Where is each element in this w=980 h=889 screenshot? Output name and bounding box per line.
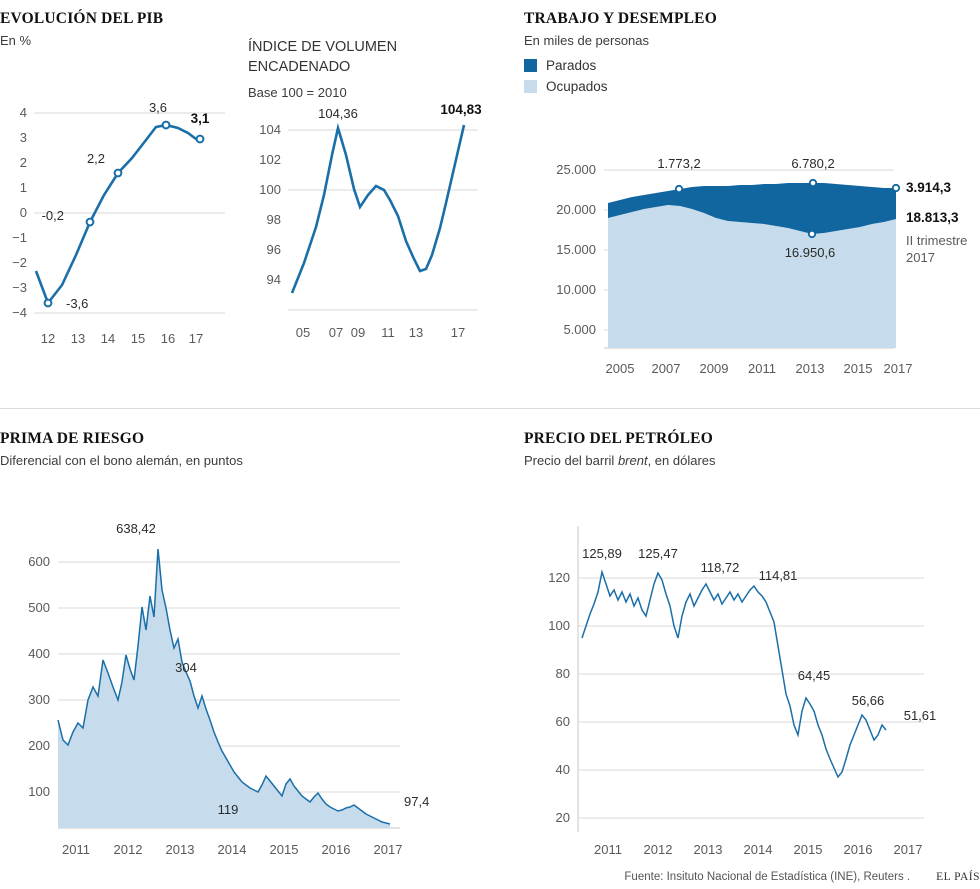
oil-annotation: 125,89 bbox=[582, 546, 622, 561]
svg-text:98: 98 bbox=[266, 212, 281, 227]
panel-employment-title: TRABAJO Y DESEMPLEO bbox=[524, 10, 717, 27]
panel-gdp-subtitle: En % bbox=[0, 33, 32, 48]
index-line bbox=[292, 125, 464, 293]
index-x-ticks bbox=[296, 325, 465, 340]
oil-x-ticks bbox=[594, 842, 922, 857]
svg-text:15.000: 15.000 bbox=[556, 242, 596, 257]
oil-annotation: 114,81 bbox=[758, 568, 798, 583]
svg-text:−3: −3 bbox=[12, 280, 27, 295]
index-annotation: 104,36 bbox=[318, 106, 358, 121]
legend-label-ocupados: Ocupados bbox=[546, 79, 608, 94]
svg-text:100: 100 bbox=[548, 618, 570, 633]
svg-text:2013: 2013 bbox=[795, 361, 825, 376]
svg-text:25.000: 25.000 bbox=[556, 162, 596, 177]
panel-risk bbox=[0, 430, 500, 857]
svg-text:20: 20 bbox=[555, 810, 570, 825]
source-text: Fuente: Insituto Nacional de Estadística (INE), Reuters . bbox=[624, 871, 911, 883]
svg-text:20.000: 20.000 bbox=[556, 202, 596, 217]
employment-note-line2: 2017 bbox=[906, 250, 935, 265]
index-y-ticks bbox=[259, 122, 281, 287]
svg-text:2014: 2014 bbox=[743, 842, 773, 857]
gdp-x-ticks bbox=[41, 331, 203, 346]
employment-annotation: 18.813,3 bbox=[906, 210, 959, 225]
svg-text:2011: 2011 bbox=[594, 842, 622, 857]
svg-text:2012: 2012 bbox=[643, 842, 673, 857]
risk-x-ticks bbox=[62, 842, 402, 857]
employment-annotation: 1.773,2 bbox=[657, 156, 701, 171]
svg-text:2015: 2015 bbox=[269, 842, 299, 857]
risk-annotation: 304 bbox=[175, 660, 197, 675]
svg-text:5.000: 5.000 bbox=[563, 322, 596, 337]
svg-text:2016: 2016 bbox=[321, 842, 351, 857]
svg-text:300: 300 bbox=[28, 692, 50, 707]
employment-point-marker bbox=[809, 231, 815, 237]
svg-text:2017: 2017 bbox=[373, 842, 403, 857]
brand-elpais: EL PAÍS bbox=[936, 871, 980, 883]
panel-index-title-line1: ÍNDICE DE VOLUMEN bbox=[248, 39, 398, 55]
svg-text:600: 600 bbox=[28, 554, 50, 569]
risk-y-ticks bbox=[28, 554, 50, 799]
oil-y-ticks bbox=[548, 570, 570, 825]
legend-label-parados: Parados bbox=[546, 58, 597, 73]
employment-point-marker bbox=[676, 186, 682, 192]
svg-text:0: 0 bbox=[19, 205, 27, 220]
index-chart bbox=[248, 85, 498, 355]
legend-item-ocupados bbox=[524, 79, 980, 94]
gdp-annotation: 2,2 bbox=[86, 151, 106, 166]
risk-annotation: 119 bbox=[217, 802, 239, 817]
legend-swatch-ocupados bbox=[524, 80, 537, 93]
svg-text:60: 60 bbox=[555, 714, 570, 729]
panel-index-title-line2: ENCADENADO bbox=[248, 58, 351, 75]
panel-oil-subtitle-pre: Precio del barril bbox=[524, 453, 618, 468]
oil-annotation: 51,61 bbox=[903, 708, 937, 723]
svg-text:80: 80 bbox=[555, 666, 570, 681]
panel-employment bbox=[524, 10, 980, 376]
svg-text:4: 4 bbox=[19, 105, 27, 120]
svg-text:15: 15 bbox=[130, 331, 146, 346]
panel-oil bbox=[524, 430, 980, 857]
footer-source bbox=[624, 871, 980, 883]
svg-text:104: 104 bbox=[259, 122, 281, 137]
panel-employment-subtitle: En miles de personas bbox=[524, 33, 650, 48]
employment-legend bbox=[524, 58, 980, 94]
gdp-y-ticks bbox=[12, 105, 27, 320]
panel-index-subtitle: Base 100 = 2010 bbox=[248, 85, 347, 101]
gdp-annotation: 3,6 bbox=[148, 100, 168, 115]
employment-x-ticks bbox=[606, 361, 913, 376]
svg-text:13: 13 bbox=[408, 325, 424, 340]
panel-gdp bbox=[0, 10, 500, 346]
svg-text:2011: 2011 bbox=[748, 361, 776, 376]
svg-text:102: 102 bbox=[259, 152, 281, 167]
svg-text:12: 12 bbox=[40, 331, 56, 346]
employment-annotation: 16.950,6 bbox=[784, 245, 836, 260]
svg-text:2015: 2015 bbox=[793, 842, 823, 857]
svg-text:400: 400 bbox=[28, 646, 50, 661]
svg-text:2009: 2009 bbox=[699, 361, 729, 376]
svg-text:2017: 2017 bbox=[893, 842, 923, 857]
panel-gdp-title: EVOLUCIÓN DEL PIB bbox=[0, 10, 164, 27]
panel-risk-subtitle: Diferencial con el bono alemán, en puntos bbox=[0, 453, 243, 468]
svg-text:40: 40 bbox=[555, 762, 570, 777]
svg-text:2013: 2013 bbox=[693, 842, 723, 857]
svg-text:17: 17 bbox=[450, 325, 466, 340]
gdp-annotation: -3,6 bbox=[66, 296, 89, 311]
svg-text:2016: 2016 bbox=[843, 842, 873, 857]
oil-gridlines bbox=[578, 526, 924, 832]
oil-chart bbox=[524, 480, 980, 870]
risk-area bbox=[58, 549, 390, 828]
legend-item-parados bbox=[524, 58, 980, 73]
risk-chart bbox=[0, 480, 500, 870]
svg-text:2017: 2017 bbox=[883, 361, 913, 376]
oil-annotation: 125,47 bbox=[638, 546, 678, 561]
panel-oil-title: PRECIO DEL PETRÓLEO bbox=[524, 430, 713, 447]
gdp-point-marker bbox=[87, 219, 94, 226]
svg-text:07: 07 bbox=[328, 325, 344, 340]
svg-text:2012: 2012 bbox=[113, 842, 143, 857]
oil-annotation: 56,66 bbox=[851, 693, 885, 708]
svg-text:13: 13 bbox=[70, 331, 86, 346]
svg-text:2013: 2013 bbox=[165, 842, 195, 857]
svg-text:1: 1 bbox=[19, 180, 27, 195]
svg-text:16: 16 bbox=[160, 331, 176, 346]
svg-text:−1: −1 bbox=[12, 230, 27, 245]
employment-note-line1: II trimestre bbox=[906, 233, 968, 248]
gdp-annotation: -0,2 bbox=[41, 208, 64, 223]
svg-text:200: 200 bbox=[28, 738, 50, 753]
gdp-annotation: 3,1 bbox=[190, 111, 210, 126]
svg-text:2011: 2011 bbox=[62, 842, 90, 857]
employment-annotation: 3.914,3 bbox=[906, 180, 952, 195]
svg-text:14: 14 bbox=[100, 331, 116, 346]
svg-text:100: 100 bbox=[28, 784, 50, 799]
panel-oil-subtitle-post: , en dólares bbox=[647, 453, 716, 468]
svg-text:2005: 2005 bbox=[605, 361, 635, 376]
panel-oil-subtitle-italic: brent bbox=[617, 453, 648, 468]
svg-text:96: 96 bbox=[266, 242, 281, 257]
risk-annotation: 638,42 bbox=[116, 521, 156, 536]
gdp-point-marker bbox=[163, 122, 170, 129]
svg-text:05: 05 bbox=[295, 325, 311, 340]
svg-text:−2: −2 bbox=[12, 255, 27, 270]
panel-oil-subtitle bbox=[524, 453, 980, 468]
employment-point-marker bbox=[810, 180, 816, 186]
svg-text:09: 09 bbox=[350, 325, 366, 340]
employment-y-ticks bbox=[556, 162, 596, 337]
svg-text:10.000: 10.000 bbox=[556, 282, 596, 297]
svg-text:120: 120 bbox=[548, 570, 570, 585]
panel-risk-title: PRIMA DE RIESGO bbox=[0, 430, 145, 447]
svg-text:94: 94 bbox=[266, 272, 281, 287]
svg-text:3: 3 bbox=[19, 130, 27, 145]
employment-point-marker bbox=[893, 185, 899, 191]
employment-annotation: 6.780,2 bbox=[791, 156, 835, 171]
svg-text:100: 100 bbox=[259, 182, 281, 197]
svg-text:−4: −4 bbox=[12, 305, 27, 320]
gdp-point-marker bbox=[115, 170, 122, 177]
svg-text:17: 17 bbox=[188, 331, 204, 346]
svg-text:2007: 2007 bbox=[651, 361, 681, 376]
oil-annotation: 64,45 bbox=[797, 668, 831, 683]
employment-chart bbox=[524, 135, 980, 405]
svg-text:2: 2 bbox=[19, 155, 27, 170]
svg-text:500: 500 bbox=[28, 600, 50, 615]
oil-annotation: 118,72 bbox=[700, 560, 740, 575]
svg-text:2014: 2014 bbox=[217, 842, 247, 857]
legend-swatch-parados bbox=[524, 59, 537, 72]
index-annotation: 104,83 bbox=[440, 102, 482, 117]
risk-annotation: 97,4 bbox=[404, 794, 430, 809]
gdp-chart bbox=[0, 55, 240, 355]
svg-text:2015: 2015 bbox=[843, 361, 873, 376]
divider bbox=[0, 408, 980, 409]
gdp-point-marker bbox=[45, 300, 52, 307]
gdp-point-marker bbox=[197, 136, 204, 143]
svg-text:11: 11 bbox=[381, 325, 395, 340]
